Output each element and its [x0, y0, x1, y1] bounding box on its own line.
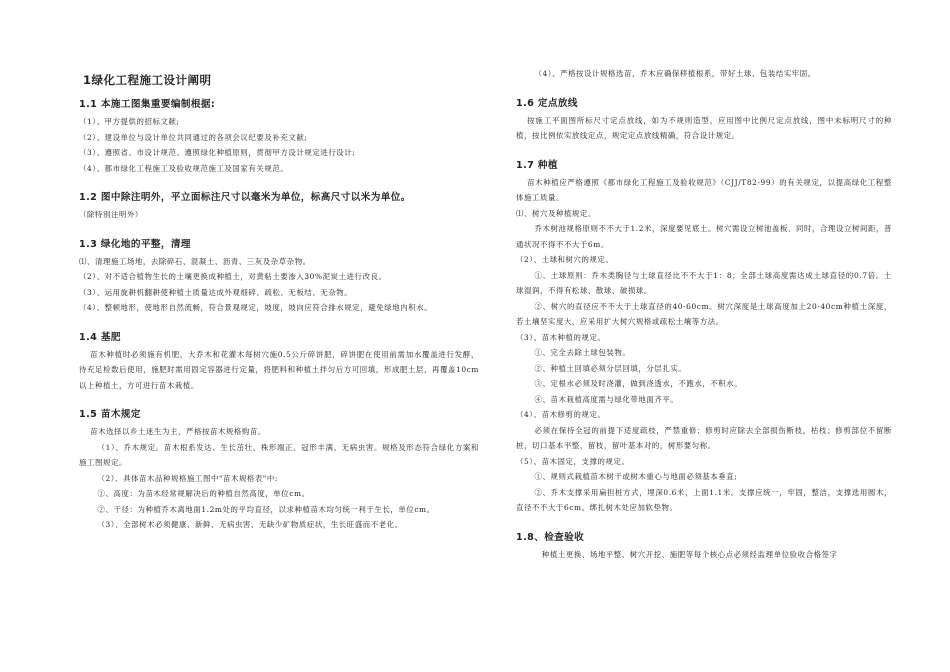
paragraph: （3）、运用旋耕机翻耕使种植土质量达成外观细碎、疏松、无板结、无杂物。 — [79, 287, 353, 297]
section — [516, 157, 892, 516]
paragraph: ①、完全去除土球包装物。 — [534, 348, 631, 357]
paragraph: ②、乔木支撑采用扁担桩方式，埋深0.6米，上面1.1米。支撑应统一，牢固，整洁，支撑选用圆木，直径不不大于6cm。绑扎树木处应加软垫物。 — [516, 487, 892, 512]
section-heading: 1.8、检查验收 — [516, 531, 585, 543]
paragraph: ②、种植土回填必须分层回填，分层扎实。 — [534, 363, 687, 373]
paragraph: （1）、甲方提供的招标文献; — [79, 117, 180, 126]
paragraph: （4）、都市绿化工程施工及验收规范施工及国家有关规范。 — [79, 163, 289, 173]
paragraph: ①、土球原则：乔木类胸径与土球直径比不不大于1：8；全部土球高度需达成土球直径的0.7倍。土球湿润，不得有松球、散球、破损球。 — [516, 270, 892, 295]
paragraph: 苗木选择以乡土迷生为主，严格按苗木规格购苗。 — [90, 427, 266, 436]
section-heading: 1.1 本施工图集重要编制根据: — [79, 99, 216, 110]
paragraph: （1）、乔木规定。苗木根系发达、生长茁壮、株形端正、冠形丰满、无病虫害。规格及形态符合绿化方案和施工图规定。 — [79, 442, 479, 467]
paragraph: ②、树穴的直径应不不大于土球直径的40-60cm。树穴深度是土球高度加上20-40cm种植土深度，若土壤坚实度大，应采用扩大树穴规格或疏松土壤等方法。 — [516, 301, 892, 326]
paragraph: 苗木种植时必须施有机肥，大乔木和花灌木每树穴施0.5公斤碎饼肥，碎饼肥在使用前需加水覆盖进行发酵，待充足检数后使用，施肥时需用固定容器进行定量，将肥料和种植土拌匀后方可回填，形成肥土层，再覆盖10cm以上种植土，方可进行苗木栽植。 — [79, 349, 479, 390]
paragraph: 乔木树池规格原则不不大于1.2米，深度要见底土。树穴需设立树池盖板、同时，合理设立树间距，普通状况不得不不大于6m。 — [516, 224, 892, 249]
section — [79, 329, 479, 394]
section — [516, 529, 892, 563]
paragraph: （除特别注明外） — [79, 210, 143, 219]
paragraph: 种植土更换、场地平整、树穴开挖、施肥等每个核心点必须经监理单位验收合格签字 — [541, 549, 838, 559]
section — [79, 189, 479, 223]
paragraph: （4）、苗木修剪的规定。 — [516, 410, 606, 419]
section-heading: 1.2 图中除注明外，平立面标注尺寸以毫米为单位，标高尺寸以米为单位。 — [79, 192, 411, 203]
section-heading: 1.4 基肥 — [79, 331, 121, 343]
paragraph: （3）、全部树木必须健康、新鲜、无病虫害、无缺少矿物质症状，生长旺盛而不老化。 — [97, 520, 403, 529]
paragraph: （4）、严格按设计规格选苗，乔木应确保移植根系，带好土球、包装结实牢固。 — [534, 69, 816, 78]
paragraph: ②、干径：为种植乔木离地面1.2m处的平均直径，以求种植苗木均匀统一利于生长，单位cm。 — [97, 504, 435, 514]
section-heading: 1.3 绿化地的平整，清理 — [79, 238, 191, 250]
paragraph: ⑴、树穴及种植规定。 — [516, 208, 596, 218]
paragraph: （5）、苗木固定，支撑的规定。 — [516, 456, 630, 466]
section-heading: 1.7 种植 — [516, 159, 558, 171]
paragraph: （3）、苗木种植的规定。 — [516, 332, 606, 342]
paragraph: ④、苗木栽植高度需与绿化带地面齐平。 — [534, 394, 679, 404]
left-column — [79, 66, 479, 546]
paragraph: （3）、遵照省、市设计规范、遵照绿化种植原则，贯彻甲方设计规定进行设计; — [79, 148, 356, 157]
paragraph: （2）、土球和树穴的规定。 — [516, 255, 614, 264]
paragraph: （2）、建设单位与设计单位共同通过的各项会议纪要及补充文献; — [79, 132, 308, 142]
document-title: 1绿化工程施工设计阐明 — [83, 73, 212, 87]
paragraph: ①、高度：为苗木经常规解决后的种植自然高度，单位cm。 — [97, 489, 310, 498]
section — [79, 406, 479, 533]
section-heading: 1.6 定点放线 — [516, 97, 578, 109]
section — [79, 236, 479, 316]
paragraph: （2）、对不适合植物生长的土壤更换成种植土，对黄粘土要渗入30%泥炭土进行改良。 — [79, 272, 387, 281]
right-column — [516, 66, 892, 575]
section — [516, 95, 892, 144]
paragraph: （2）、具体苗木品种规格施工图中"苗木规格表"中: — [97, 473, 278, 483]
paragraph: ⑴、清理施工场地，去除碎石、混凝土、沥青、三灰及杂草杂物。 — [79, 256, 311, 266]
section — [516, 66, 892, 82]
paragraph: （4）、整顿地形，使地形自然流畅，符合景观规定，坡度，坡向应符合排水规定，避免绿地内积水。 — [79, 303, 433, 312]
paragraph: ③、定根水必须及时浇灌，做到浇透水，不跑水，不积水。 — [534, 379, 743, 388]
section — [79, 96, 479, 176]
paragraph: 苗木种植应严格遵照《都市绿化工程施工及验收规范》（CJJ/T82-99）的有关规定，以提高绿化工程整体施工质量。 — [516, 177, 892, 202]
paragraph: 按施工平面图所标尺寸定点放线，如为不规则造型，应用图中比例尺定点放线，图中未标明尺寸的种植，按比例依实放线定点，规定定点放线精确，符合设计规定。 — [516, 115, 892, 140]
section-heading: 1.5 苗木规定 — [79, 409, 141, 420]
paragraph: ①、规则式栽植苗木树干或树木重心与地面必须基本垂直; — [534, 472, 738, 481]
paragraph: 必须在保持全冠的前提下适度疏枝，严禁重修；修剪时应除去全部损伤断枝，枯枝；修剪部位不留断桩，切口基本平整，留枝，留叶基本对的，树形要匀称。 — [516, 425, 892, 450]
